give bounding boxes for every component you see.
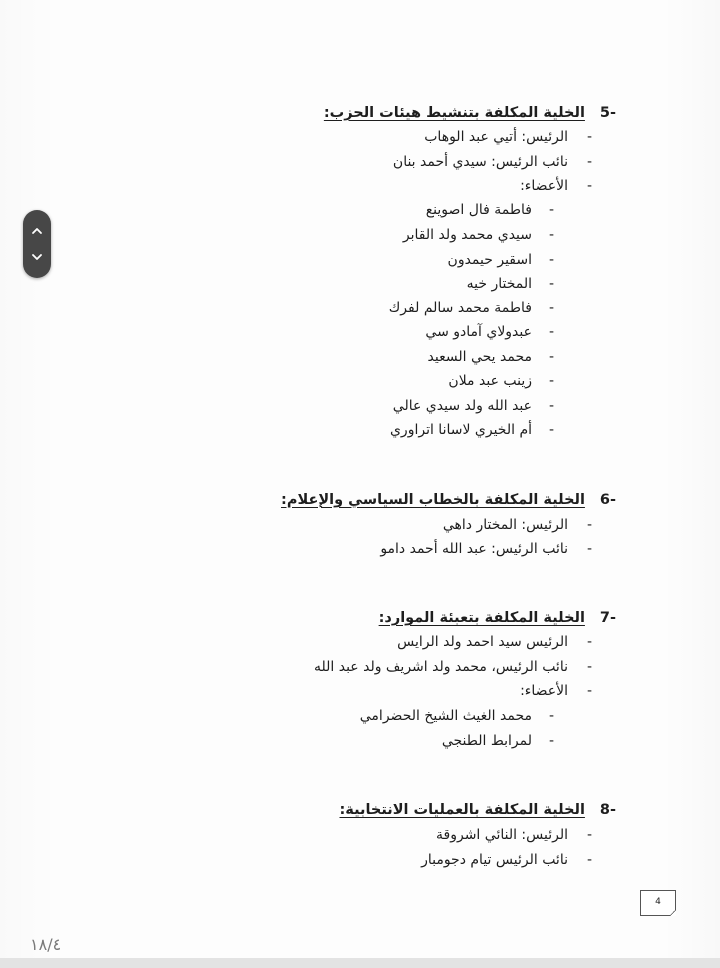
member-item: -اسقير حيمدون: [447, 252, 554, 268]
section-title: الخلية المكلفة بالخطاب السياسي والإعلام:: [281, 492, 585, 508]
scroll-control: [23, 210, 51, 278]
section-number: -7: [599, 610, 616, 626]
member-item: -زينب عبد ملان: [448, 373, 554, 389]
list-item: -الرئيس: أتيي عبد الوهاب: [424, 129, 592, 145]
bottom-bar: [0, 958, 720, 968]
member-item: -فاطمة فال اصوينع: [425, 202, 554, 218]
list-item: -الأعضاء:: [520, 683, 592, 699]
page-counter: ١٨/٤: [30, 935, 62, 954]
list-item: -نائب الرئيس: عبد الله أحمد دامو: [380, 541, 592, 557]
member-item: -عبدولاي آمادو سي: [425, 324, 554, 340]
section-heading: [340, 800, 617, 820]
section-number: -5: [599, 105, 616, 121]
member-item: -أم الخيري لاسانا اتراوري: [389, 422, 554, 438]
chevron-down-icon: [31, 251, 43, 263]
section-title: الخلية المكلفة بالعمليات الانتخابية:: [339, 802, 585, 818]
section-heading: [324, 103, 616, 123]
list-item: -نائب الرئيس، محمد ولد اشريف ولد عبد الله: [313, 659, 592, 675]
section-title: الخلية المكلفة بتعبئة الموارد:: [378, 610, 585, 626]
list-item: -نائب الرئيس تيام دجومبار: [421, 852, 592, 868]
list-item: -الرئيس: النائي اشروقة: [436, 827, 592, 843]
list-item: -الرئيس: المختار داهي: [442, 517, 592, 533]
list-item: -الرئيس سيد احمد ولد الرايس: [397, 634, 592, 650]
list-item: -الأعضاء:: [520, 178, 592, 194]
member-item: -لمرابط الطنجي: [441, 733, 554, 749]
member-item: -المختار خيه: [466, 276, 554, 292]
section-number: -8: [599, 802, 616, 818]
chevron-up-icon: [31, 225, 43, 237]
member-item: -محمد يحي السعيد: [427, 349, 554, 365]
list-item: -نائب الرئيس: سيدي أحمد بنان: [392, 154, 592, 170]
section-heading: [379, 608, 616, 628]
page-number-box: 4: [640, 890, 676, 916]
member-item: -عبد الله ولد سيدي عالي: [392, 398, 554, 414]
scroll-down-button[interactable]: [27, 247, 47, 267]
scroll-up-button[interactable]: [27, 221, 47, 241]
member-item: -فاطمة محمد سالم لفرك: [388, 300, 554, 316]
section-heading: [281, 490, 616, 510]
section-title: الخلية المكلفة بتنشيط هيئات الحزب:: [323, 105, 585, 121]
section-number: -6: [599, 492, 616, 508]
member-item: -محمد الغيث الشيخ الحضرامي: [359, 708, 554, 724]
member-item: -سيدي محمد ولد القابر: [402, 227, 554, 243]
